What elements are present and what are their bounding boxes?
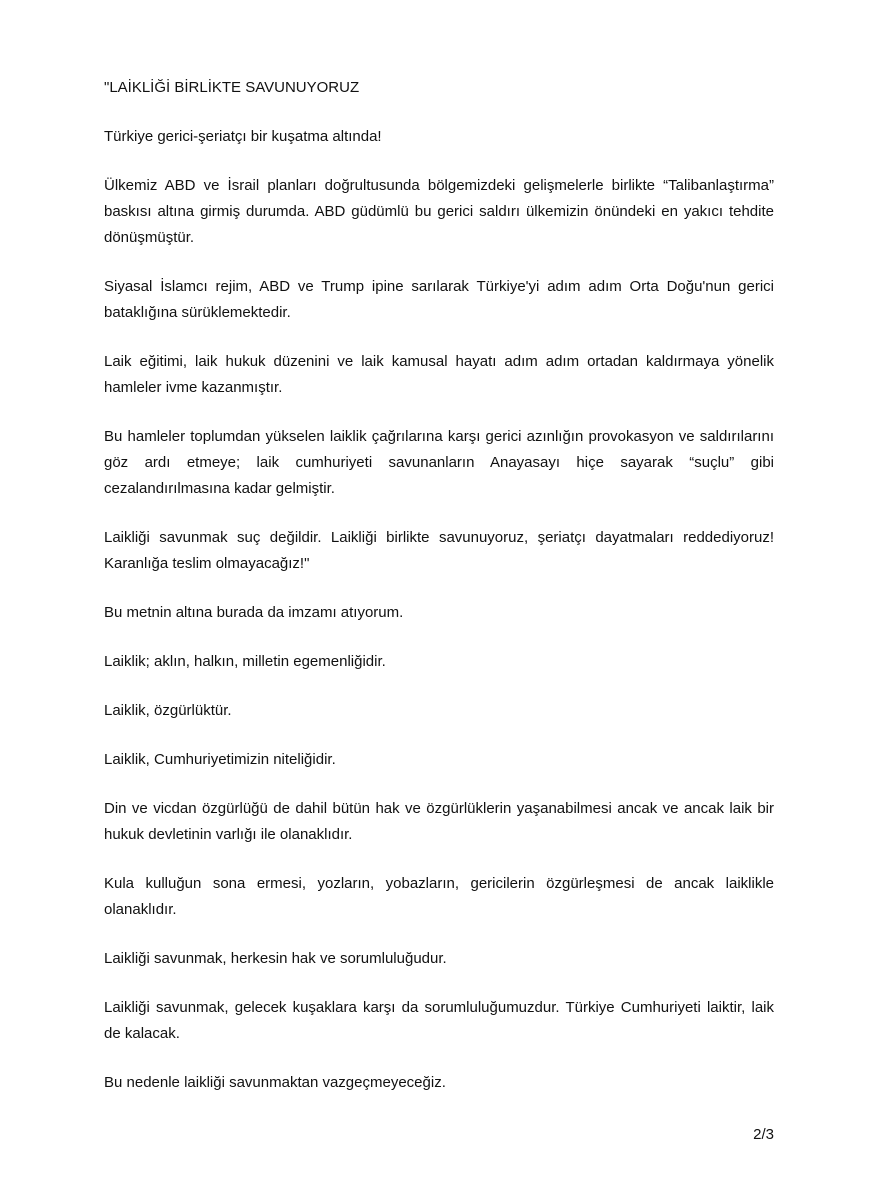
paragraph-8: Laiklik; aklın, halkın, milletin egemenliğidir. bbox=[104, 653, 386, 670]
paragraph-12: Kula kulluğun sona ermesi, yozların, yobazların, gericilerin özgürleşmesi de ancak laiklikle olanaklıdır. bbox=[104, 875, 774, 918]
paragraph-1: Türkiye gerici-şeriatçı bir kuşatma altında! bbox=[104, 128, 382, 145]
paragraph-4: Laik eğitimi, laik hukuk düzenini ve laik kamusal hayatı adım adım ortadan kaldırmaya yönelik hamleler ivme kazanmıştır. bbox=[104, 353, 774, 396]
paragraph-13: Laikliği savunmak, herkesin hak ve sorumluluğudur. bbox=[104, 950, 447, 967]
paragraph-11: Din ve vicdan özgürlüğü de dahil bütün hak ve özgürlüklerin yaşanabilmesi ancak ve ancak laik bir hukuk devletinin varlığı ile olanaklıdır. bbox=[104, 800, 774, 843]
paragraph-3: Siyasal İslamcı rejim, ABD ve Trump ipine sarılarak Türkiye'yi adım adım Orta Doğu'nun gerici bataklığına sürüklemektedir. bbox=[104, 278, 774, 321]
document-title: "LAİKLİĞİ BİRLİKTE SAVUNUYORUZ bbox=[104, 79, 360, 96]
paragraph-15: Bu nedenle laikliği savunmaktan vazgeçmeyeceğiz. bbox=[104, 1074, 446, 1091]
document-body bbox=[104, 75, 774, 1119]
paragraph-14: Laikliği savunmak, gelecek kuşaklara karşı da sorumluluğumuzdur. Türkiye Cumhuriyeti laiktir, laik de kalacak. bbox=[104, 999, 774, 1042]
paragraph-10: Laiklik, Cumhuriyetimizin niteliğidir. bbox=[104, 751, 336, 768]
page-number: 2/3 bbox=[753, 1126, 774, 1143]
paragraph-7: Bu metnin altına burada da imzamı atıyorum. bbox=[104, 604, 404, 621]
paragraph-9: Laiklik, özgürlüktür. bbox=[104, 702, 232, 719]
paragraph-5: Bu hamleler toplumdan yükselen laiklik çağrılarına karşı gerici azınlığın provokasyon ve saldırılarını göz ardı etmeye; laik cumhuriyeti savunanların Anayasayı hiçe sayarak “suçlu” gibi cezalandırılmasına kadar gelmiştir. bbox=[104, 428, 774, 497]
paragraph-6: Laikliği savunmak suç değildir. Laikliği birlikte savunuyoruz, şeriatçı dayatmaları reddediyoruz! Karanlığa teslim olmayacağız!" bbox=[104, 529, 774, 572]
paragraph-2: Ülkemiz ABD ve İsrail planları doğrultusunda bölgemizdeki gelişmelerle birlikte “Talibanlaştırma” baskısı altına girmiş durumda. ABD güdümlü bu gerici saldırı ülkemizin önündeki en yakıcı tehdite dönüşmüştür. bbox=[104, 177, 774, 246]
